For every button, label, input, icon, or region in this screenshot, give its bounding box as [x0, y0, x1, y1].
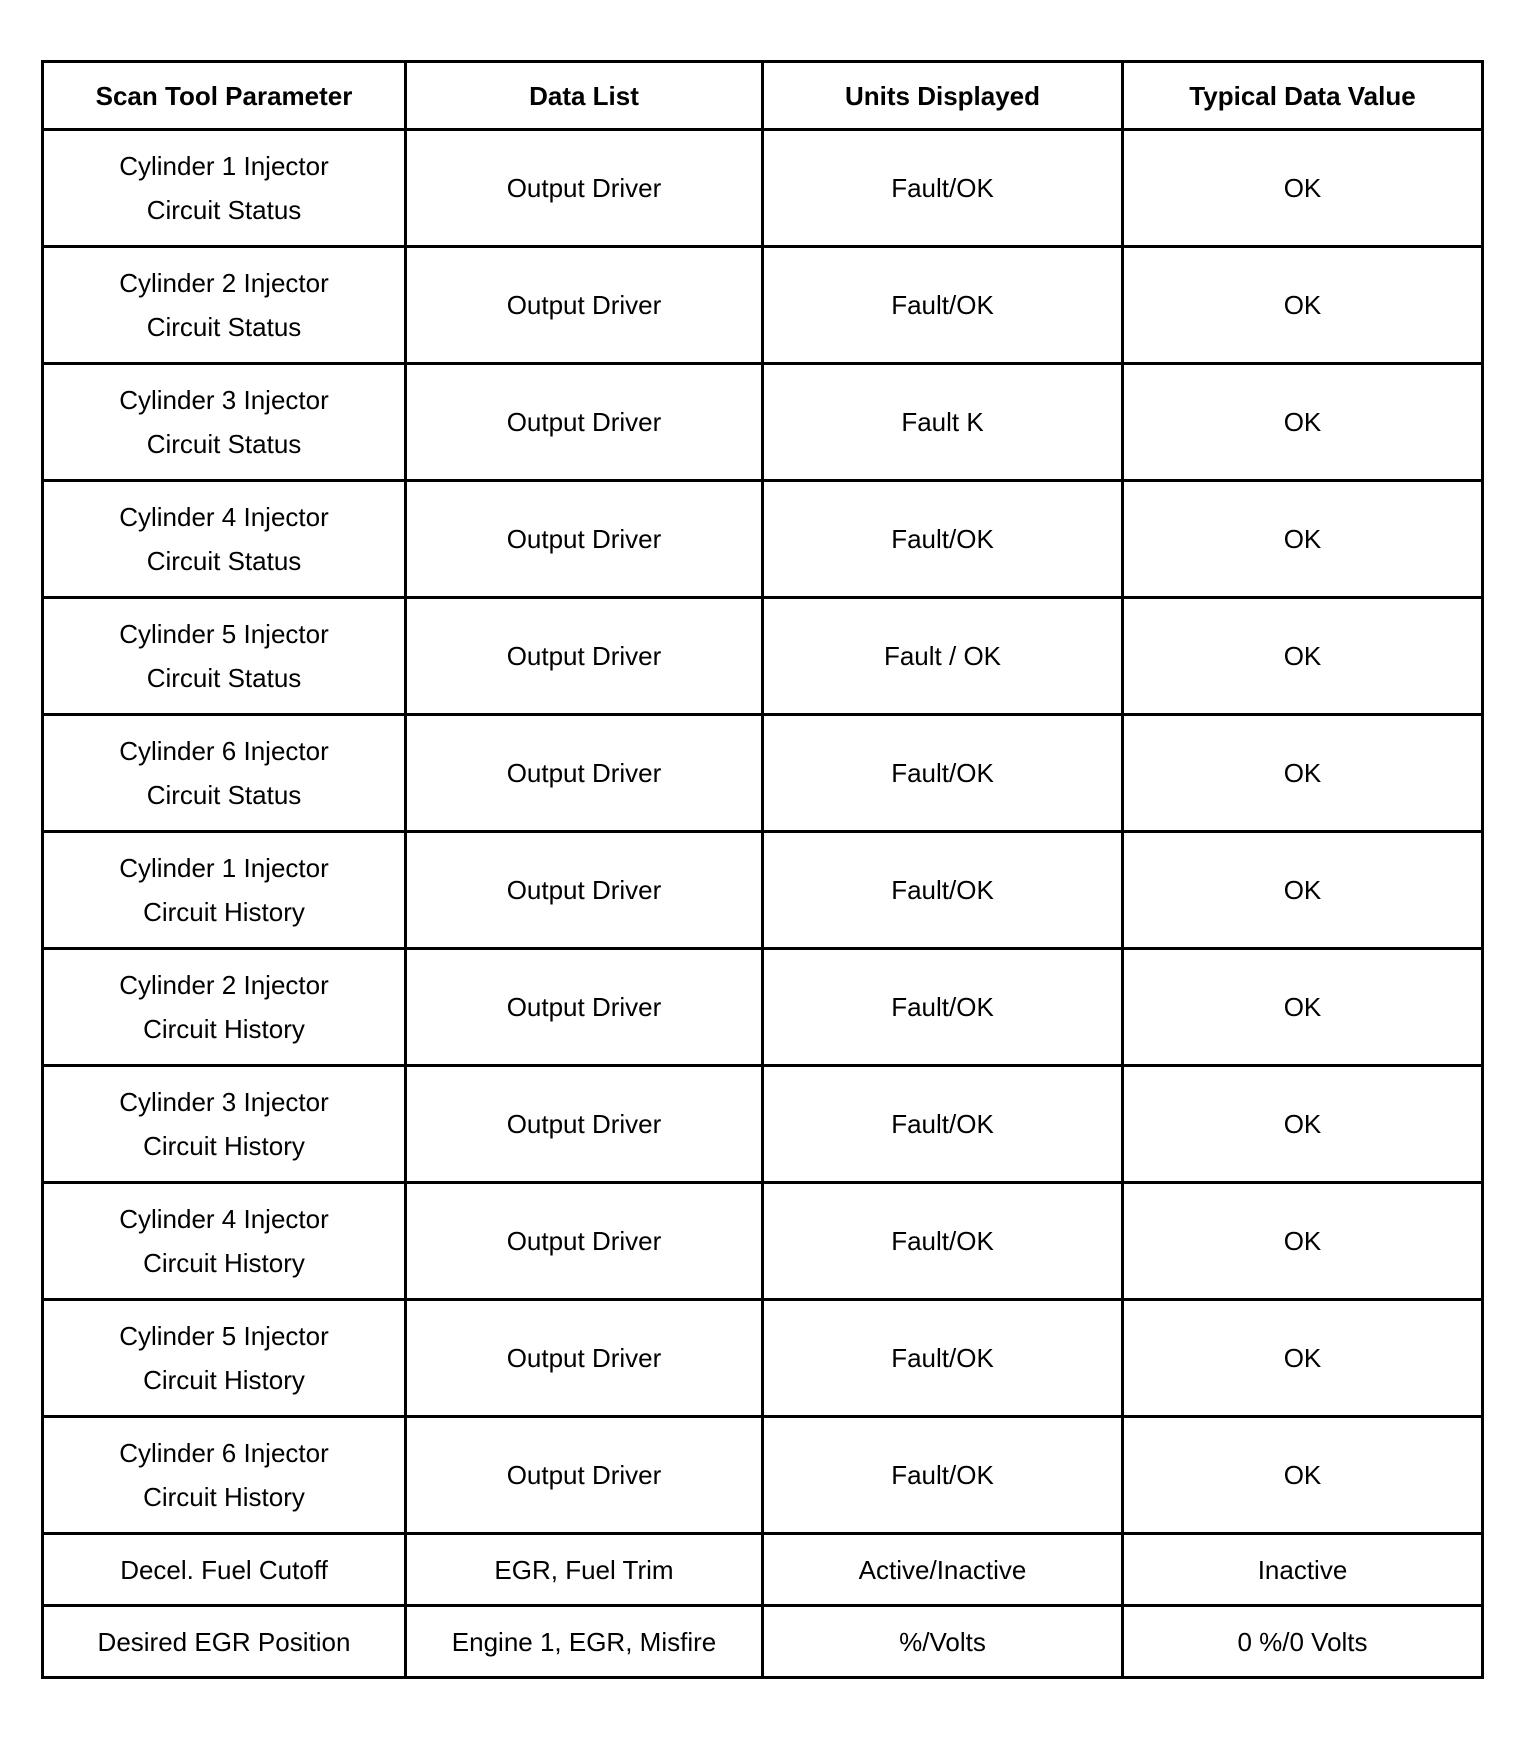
parameter-line: Circuit History [143, 1248, 305, 1278]
parameter-line: Circuit Status [146, 546, 302, 576]
cell-data-list: Output Driver [406, 715, 763, 832]
parameter-line: Circuit Status [146, 429, 302, 459]
cell-scan-tool-parameter [43, 598, 406, 715]
header-units-displayed: Units Displayed [763, 62, 1123, 130]
table-row [43, 715, 1483, 832]
parameter-line: Cylinder 5 Injector [119, 619, 329, 649]
table-row [43, 364, 1483, 481]
parameter-line: Circuit History [143, 1365, 305, 1395]
table-row [43, 1417, 1483, 1534]
header-scan-tool-parameter: Scan Tool Parameter [43, 62, 406, 130]
parameter-line: Cylinder 3 Injector [119, 1087, 329, 1117]
table-row [43, 598, 1483, 715]
parameter-line: Circuit Status [146, 312, 302, 342]
cell-units-displayed: %/Volts [763, 1606, 1123, 1678]
cell-data-list: Output Driver [406, 949, 763, 1066]
cell-typical-data-value: OK [1123, 130, 1483, 247]
table-row [43, 1066, 1483, 1183]
table-row [43, 1534, 1483, 1606]
cell-typical-data-value: OK [1123, 715, 1483, 832]
cell-data-list: Output Driver [406, 130, 763, 247]
cell-typical-data-value: OK [1123, 247, 1483, 364]
parameter-line: Circuit Status [146, 195, 302, 225]
table-row [43, 1183, 1483, 1300]
cell-units-displayed: Fault/OK [763, 949, 1123, 1066]
cell-typical-data-value: OK [1123, 1183, 1483, 1300]
cell-units-displayed: Fault / OK [763, 598, 1123, 715]
cell-scan-tool-parameter [43, 1066, 406, 1183]
header-typical-data-value: Typical Data Value [1123, 62, 1483, 130]
cell-data-list: Output Driver [406, 1300, 763, 1417]
cell-scan-tool-parameter [43, 1183, 406, 1300]
cell-scan-tool-parameter [43, 1534, 406, 1606]
cell-scan-tool-parameter [43, 481, 406, 598]
parameter-line: Cylinder 1 Injector [119, 853, 329, 883]
parameter-line: Cylinder 4 Injector [119, 1204, 329, 1234]
cell-typical-data-value: OK [1123, 1066, 1483, 1183]
cell-typical-data-value: 0 %/0 Volts [1123, 1606, 1483, 1678]
parameter-line: Circuit History [143, 1014, 305, 1044]
cell-typical-data-value: OK [1123, 949, 1483, 1066]
parameter-line: Cylinder 1 Injector [119, 151, 329, 181]
cell-typical-data-value: OK [1123, 364, 1483, 481]
cell-scan-tool-parameter [43, 130, 406, 247]
cell-typical-data-value: Inactive [1123, 1534, 1483, 1606]
cell-units-displayed: Fault/OK [763, 832, 1123, 949]
header-row [43, 62, 1483, 130]
parameter-line: Cylinder 3 Injector [119, 385, 329, 415]
cell-data-list: Output Driver [406, 481, 763, 598]
cell-typical-data-value: OK [1123, 832, 1483, 949]
cell-data-list: Output Driver [406, 832, 763, 949]
cell-typical-data-value: OK [1123, 598, 1483, 715]
cell-units-displayed: Active/Inactive [763, 1534, 1123, 1606]
parameter-line: Cylinder 6 Injector [119, 1438, 329, 1468]
cell-scan-tool-parameter [43, 949, 406, 1066]
cell-scan-tool-parameter [43, 1606, 406, 1678]
parameter-line: Cylinder 6 Injector [119, 736, 329, 766]
scan-tool-data-table [41, 60, 1484, 1679]
header-data-list: Data List [406, 62, 763, 130]
cell-units-displayed: Fault/OK [763, 1417, 1123, 1534]
cell-scan-tool-parameter [43, 364, 406, 481]
cell-data-list: Output Driver [406, 1417, 763, 1534]
table-row [43, 1300, 1483, 1417]
cell-units-displayed: Fault/OK [763, 247, 1123, 364]
parameter-line: Cylinder 5 Injector [119, 1321, 329, 1351]
table-body [43, 130, 1483, 1678]
cell-scan-tool-parameter [43, 1300, 406, 1417]
cell-units-displayed: Fault/OK [763, 1066, 1123, 1183]
table-header [43, 62, 1483, 130]
cell-data-list: Output Driver [406, 1183, 763, 1300]
table-row [43, 1606, 1483, 1678]
cell-data-list: Output Driver [406, 1066, 763, 1183]
parameter-line: Circuit Status [146, 780, 302, 810]
parameter-line: Circuit History [143, 1131, 305, 1161]
parameter-line: Decel. Fuel Cutoff [120, 1554, 328, 1585]
cell-scan-tool-parameter [43, 1417, 406, 1534]
cell-typical-data-value: OK [1123, 1417, 1483, 1534]
cell-data-list: EGR, Fuel Trim [406, 1534, 763, 1606]
cell-units-displayed: Fault/OK [763, 481, 1123, 598]
parameter-line: Cylinder 4 Injector [119, 502, 329, 532]
cell-units-displayed: Fault K [763, 364, 1123, 481]
table-row [43, 130, 1483, 247]
cell-scan-tool-parameter [43, 832, 406, 949]
cell-units-displayed: Fault/OK [763, 1183, 1123, 1300]
table-row [43, 832, 1483, 949]
parameter-line: Circuit History [143, 897, 305, 927]
table-row [43, 247, 1483, 364]
cell-scan-tool-parameter [43, 715, 406, 832]
parameter-line: Cylinder 2 Injector [119, 970, 329, 1000]
cell-scan-tool-parameter [43, 247, 406, 364]
table-row [43, 949, 1483, 1066]
cell-units-displayed: Fault/OK [763, 715, 1123, 832]
cell-typical-data-value: OK [1123, 1300, 1483, 1417]
cell-data-list: Output Driver [406, 247, 763, 364]
parameter-line: Cylinder 2 Injector [119, 268, 329, 298]
parameter-line: Circuit History [143, 1482, 305, 1512]
cell-data-list: Engine 1, EGR, Misfire [406, 1606, 763, 1678]
cell-units-displayed: Fault/OK [763, 1300, 1123, 1417]
table-row [43, 481, 1483, 598]
cell-units-displayed: Fault/OK [763, 130, 1123, 247]
parameter-line: Circuit Status [146, 663, 302, 693]
cell-data-list: Output Driver [406, 598, 763, 715]
parameter-line: Desired EGR Position [97, 1626, 351, 1657]
cell-typical-data-value: OK [1123, 481, 1483, 598]
cell-data-list: Output Driver [406, 364, 763, 481]
